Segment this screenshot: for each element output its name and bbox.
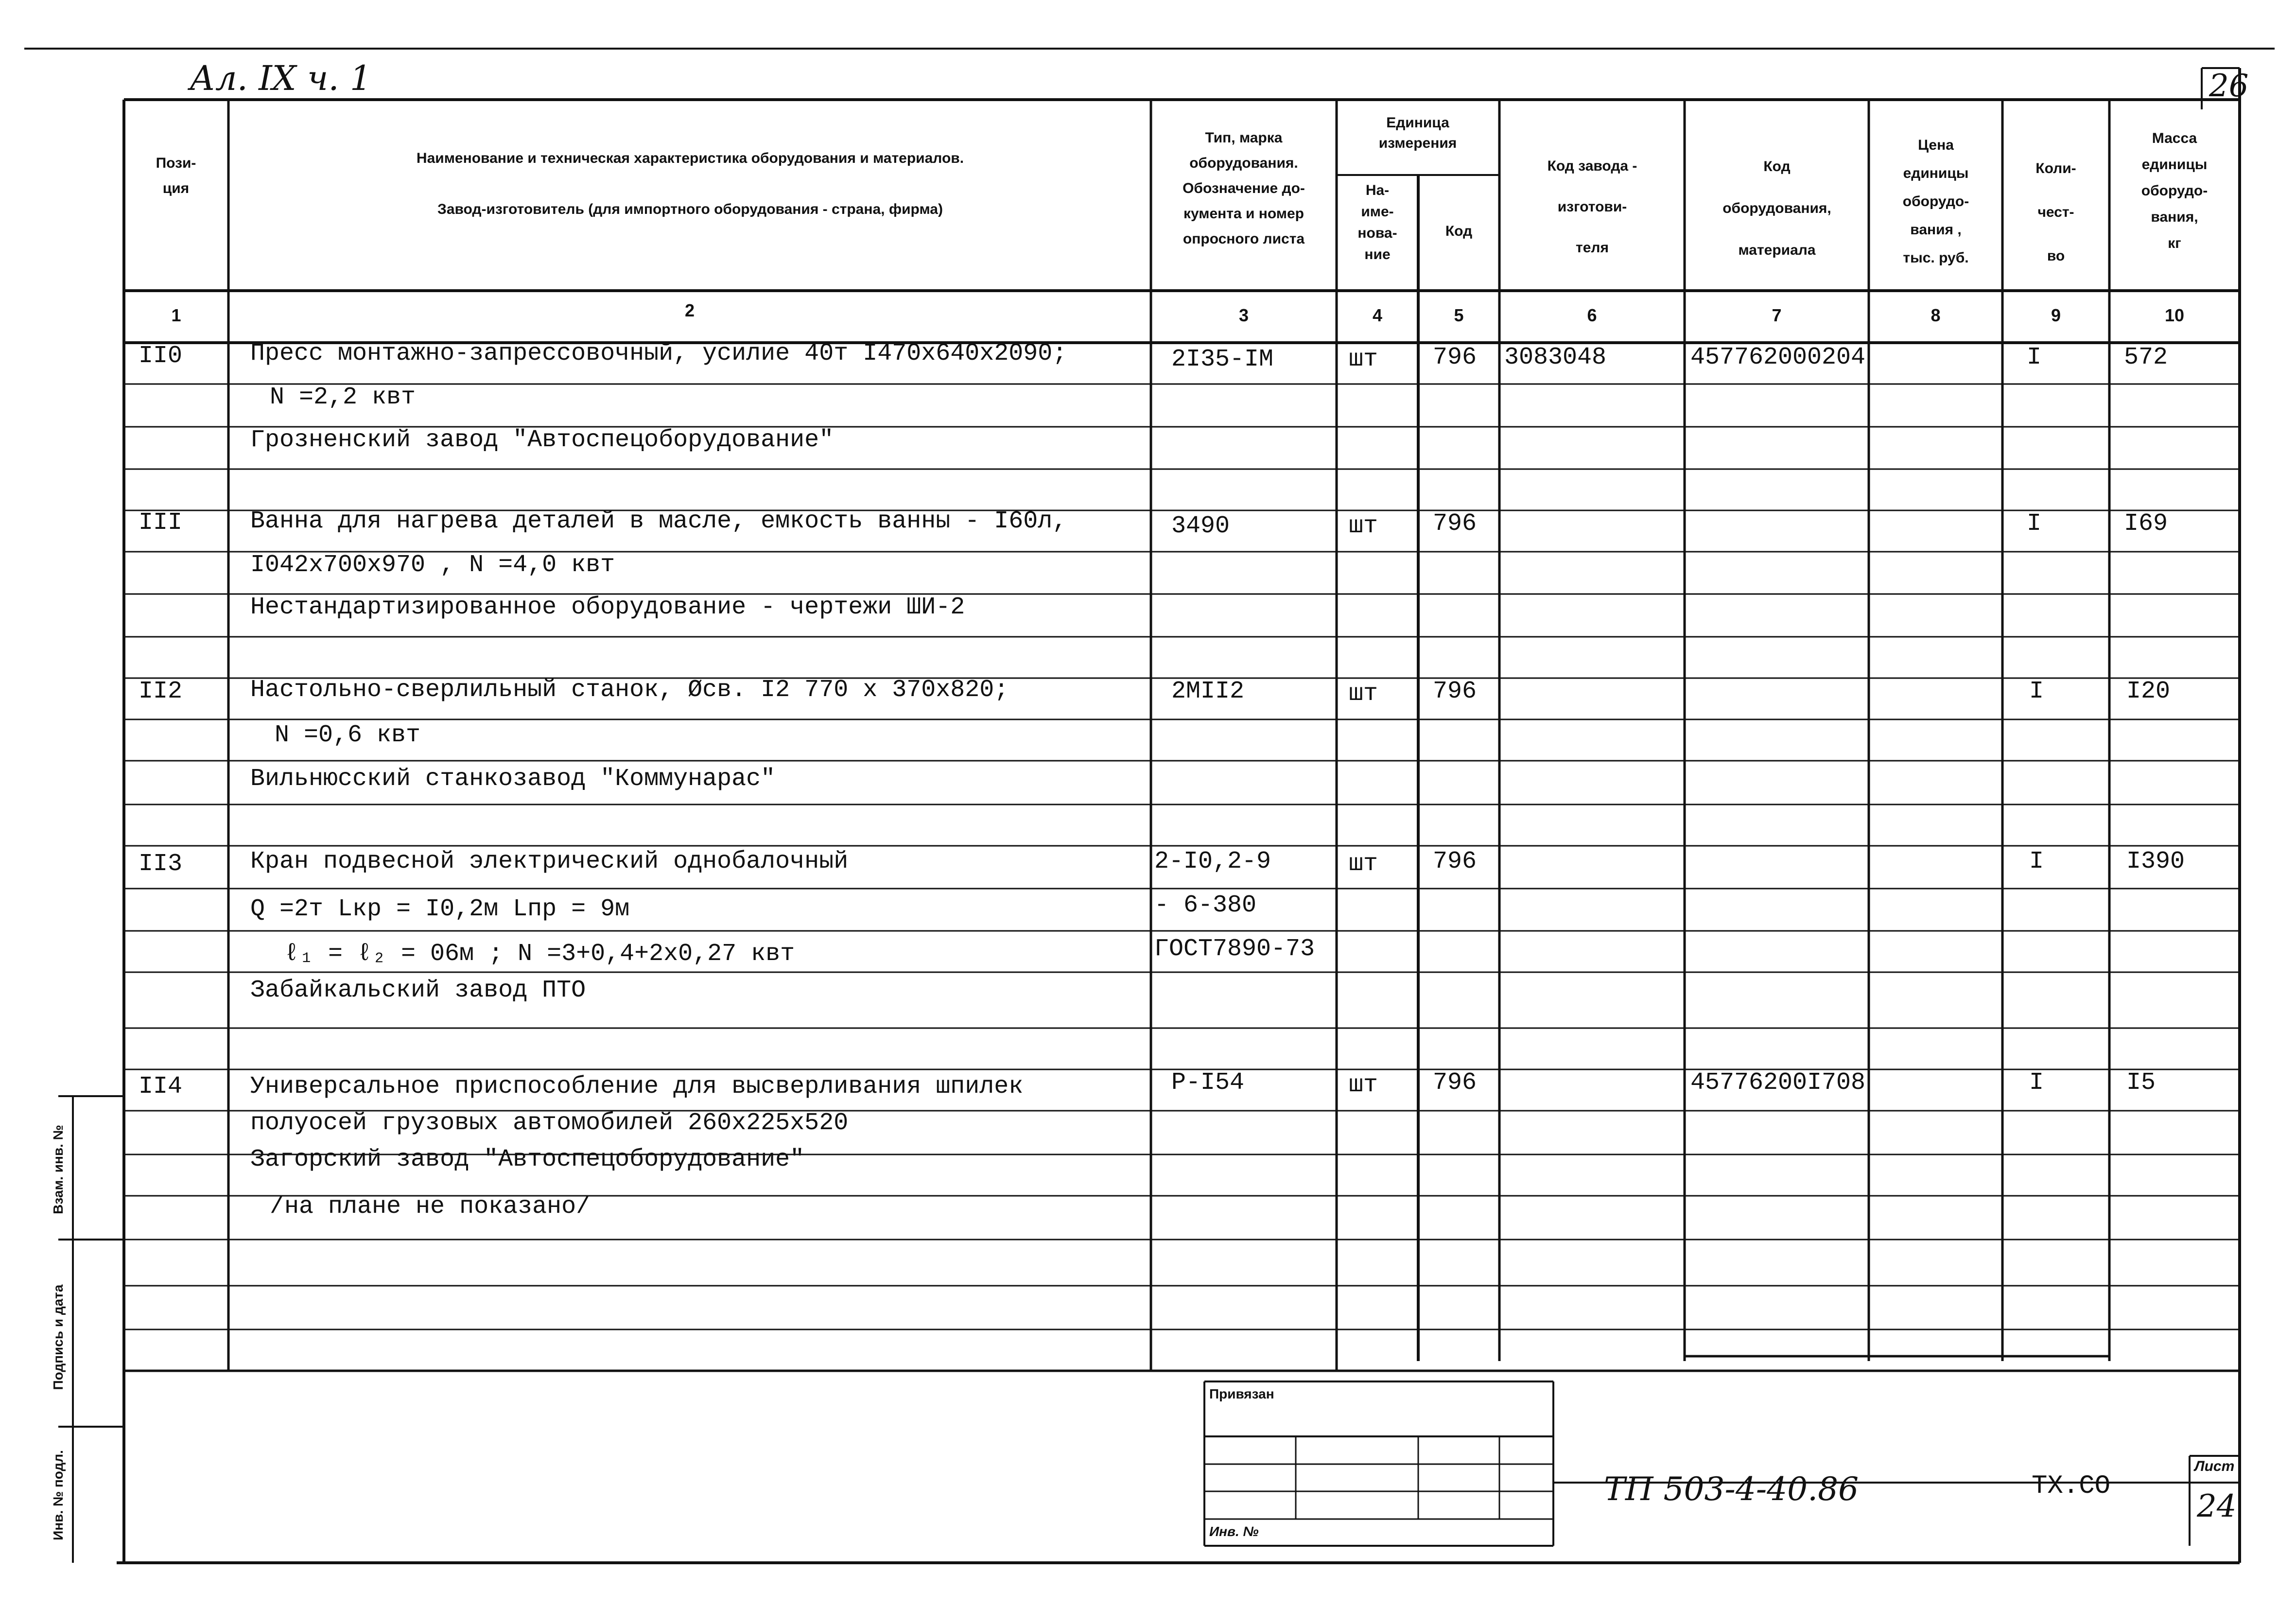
section-code: TX.CO (2032, 1471, 2111, 1501)
row-description-line: N =0,6 квт (275, 721, 421, 749)
row-description-line: Грозненский завод "Автоспецоборудование" (250, 426, 834, 454)
row-quantity: I (2029, 678, 2044, 705)
header-equipment-code: Код оборудования, материала (1722, 158, 1831, 258)
side-label-replacement-inv: Взам. инв. № (51, 1125, 66, 1214)
header-unit-price: Цена единицы оборудо- вания , тыс. руб. (1902, 137, 1969, 266)
row-position: II3 (139, 850, 183, 878)
row-description-line: Загорский завод "Автоспецоборудование" (250, 1146, 805, 1173)
row-description-line: I042x700x970 , N =4,0 квт (250, 551, 615, 579)
row-equipment-code: 457762000204 (1690, 344, 1866, 371)
row-description-line: Настольно-сверлильный станок, Øсв. I2 770 x 370x820; (250, 676, 1009, 704)
row-description-line: /на плане не показано/ (270, 1193, 591, 1221)
row-type: ГОСТ7890-73 (1154, 935, 1315, 963)
row-unit-code: 796 (1433, 848, 1477, 875)
row-unit-name: шт (1349, 850, 1378, 878)
row-description-line: Ванна для нагрева деталей в масле, емкость ванны - I60л, (250, 507, 1067, 535)
row-unit-mass: I69 (2124, 510, 2168, 538)
row-unit-code: 796 (1433, 1069, 1477, 1097)
side-label-signature-date: Подпись и дата (51, 1284, 66, 1390)
row-factory-code: 3083048 (1504, 344, 1607, 371)
header-type: Тип, марка оборудования. Обозначение до- кумента и номер опросного листа (1183, 130, 1305, 247)
row-description-line: ℓ₁ = ℓ₂ = 06м ; N =3+0,4+2x0,27 квт (284, 940, 795, 968)
column-number: 1 (171, 305, 181, 325)
row-description-line: Пресс монтажно-запрессовочный, усилие 40т I470x640x2090; (250, 340, 1067, 367)
album-reference: Ал. IX ч. 1 (190, 58, 372, 98)
header-unit-name: На- име- нова- ние (1357, 182, 1397, 262)
row-quantity: I (2027, 344, 2042, 371)
column-number: 2 (684, 300, 695, 320)
row-unit-mass: I20 (2126, 678, 2171, 705)
row-position: II4 (139, 1073, 183, 1101)
stamp-bound-label: Привязан (1209, 1386, 1274, 1401)
row-type: - 6-380 (1154, 891, 1257, 919)
column-number: 9 (2051, 305, 2061, 325)
row-equipment-code: 45776200I708 (1690, 1069, 1866, 1097)
header-position: Пози- ция (156, 155, 196, 196)
row-unit-name: шт (1349, 512, 1378, 540)
column-number: 5 (1454, 305, 1464, 325)
header-quantity: Коли- чест- во (2035, 160, 2076, 264)
row-type: P-I54 (1171, 1069, 1245, 1097)
sheet-label: Лист (2194, 1458, 2235, 1474)
header-factory-code: Код завода - изготови- теля (1547, 158, 1637, 256)
document-code: ТП 503-4-40.86 (1604, 1470, 1859, 1508)
row-position: III (139, 509, 183, 537)
row-type: 2I35-IM (1171, 346, 1274, 373)
side-label-original-inv: Инв. № подл. (51, 1450, 66, 1540)
row-description-line: полуосей грузовых автомобилей 260x225x520 (250, 1109, 849, 1137)
row-unit-mass: I5 (2126, 1069, 2156, 1097)
header-unit-code: Код (1445, 223, 1473, 239)
row-type: 2MII2 (1171, 678, 1245, 705)
row-position: II2 (139, 678, 183, 705)
row-description-line: Забайкальский завод ПТО (250, 977, 586, 1004)
sheet-number-bottom: 24 (2197, 1488, 2237, 1524)
row-unit-name: шт (1349, 346, 1378, 373)
stamp-inventory-label: Инв. № (1209, 1524, 1259, 1539)
row-position: II0 (139, 342, 183, 370)
row-unit-mass: 572 (2124, 344, 2168, 371)
header-unit-mass: Масса единицы оборудо- вания, кг (2141, 130, 2208, 251)
header-name-line2: Завод-изготовитель (для импортного оборудования - страна, фирма) (437, 201, 943, 217)
row-unit-code: 796 (1433, 678, 1477, 705)
row-description-line: Нестандартизированное оборудование - чертежи ШИ-2 (250, 594, 965, 621)
row-quantity: I (2029, 1069, 2044, 1097)
row-description-line: Кран подвесной электрический однобалочный (250, 848, 849, 875)
row-quantity: I (2027, 510, 2042, 538)
row-description-line: Универсальное приспособление для высверливания шпилек (250, 1073, 1024, 1101)
row-type: 2-I0,2-9 (1154, 848, 1271, 875)
row-unit-code: 796 (1433, 344, 1477, 371)
row-unit-code: 796 (1433, 510, 1477, 538)
row-type: 3490 (1171, 512, 1230, 540)
row-description-line: N =2,2 квт (270, 384, 416, 411)
row-unit-name: шт (1349, 1071, 1378, 1099)
row-description-line: Вильнюсский станкозавод "Коммунарас" (250, 765, 776, 793)
column-number: 3 (1238, 305, 1249, 325)
row-unit-mass: I390 (2126, 848, 2185, 875)
column-number: 4 (1372, 305, 1383, 325)
column-number: 10 (2164, 305, 2185, 325)
column-number: 7 (1772, 305, 1782, 325)
column-number: 6 (1587, 305, 1597, 325)
sheet-number-top: 26 (2209, 68, 2249, 104)
row-description-line: Q =2т Lкр = I0,2м Lпр = 9м (250, 895, 630, 923)
header-name-line1: Наименование и техническая характеристика оборудования и материалов. (416, 150, 964, 166)
header-unit-group: Единица измерения (1378, 115, 1457, 151)
row-unit-name: шт (1349, 680, 1378, 708)
column-number: 8 (1931, 305, 1941, 325)
row-quantity: I (2029, 848, 2044, 875)
